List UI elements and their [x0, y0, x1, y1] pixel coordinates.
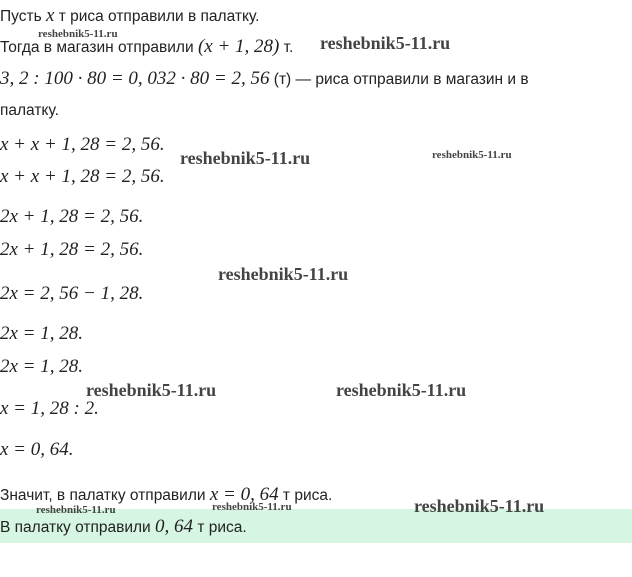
answer-text: В палатку отправили 0, 64 т риса.: [0, 516, 247, 537]
conclusion-line: Значит, в палатку отправили x = 0, 64 т риса.: [0, 484, 333, 505]
equation-9: x = 0, 64.: [0, 439, 74, 460]
conclusion-expression: x = 0, 64: [209, 484, 279, 505]
equation-7: 2x = 1, 28.: [0, 356, 84, 377]
watermark: reshebnik5-11.ru: [336, 380, 467, 400]
watermark: reshebnik5-11.ru: [38, 28, 118, 40]
shop-expression: (x + 1, 28): [197, 36, 280, 57]
equation-4: 2x + 1, 28 = 2, 56.: [0, 239, 144, 260]
shop-line: Тогда в магазин отправили (x + 1, 28) т.: [0, 36, 294, 57]
equation-2: x + x + 1, 28 = 2, 56.: [0, 166, 165, 187]
equation-3: 2x + 1, 28 = 2, 56.: [0, 206, 144, 227]
watermark: reshebnik5-11.ru: [320, 33, 451, 53]
total-line: 3, 2 : 100 · 80 = 0, 032 · 80 = 2, 56 (т) — риса отправили в магазин и в: [0, 68, 529, 89]
variable-x: x: [45, 5, 55, 26]
watermark: reshebnik5-11.ru: [432, 149, 512, 161]
watermark: reshebnik5-11.ru: [212, 501, 292, 513]
total-line-continued: палатку.: [0, 102, 59, 119]
total-calculation: 3, 2 : 100 · 80 = 0, 032 · 80 = 2, 56: [0, 68, 270, 89]
equation-5: 2x = 2, 56 − 1, 28.: [0, 283, 144, 304]
answer-value: 0, 64: [155, 516, 194, 537]
intro-line: Пусть x т риса отправили в палатку.: [0, 5, 260, 26]
equation-6: 2x = 1, 28.: [0, 323, 84, 344]
equation-1: x + x + 1, 28 = 2, 56.: [0, 134, 165, 155]
watermark: reshebnik5-11.ru: [180, 148, 311, 168]
equation-8: x = 1, 28 : 2.: [0, 398, 99, 419]
watermark: reshebnik5-11.ru: [218, 264, 349, 284]
watermark: reshebnik5-11.ru: [86, 380, 217, 400]
watermark: reshebnik5-11.ru: [36, 504, 116, 516]
watermark: reshebnik5-11.ru: [414, 496, 545, 516]
